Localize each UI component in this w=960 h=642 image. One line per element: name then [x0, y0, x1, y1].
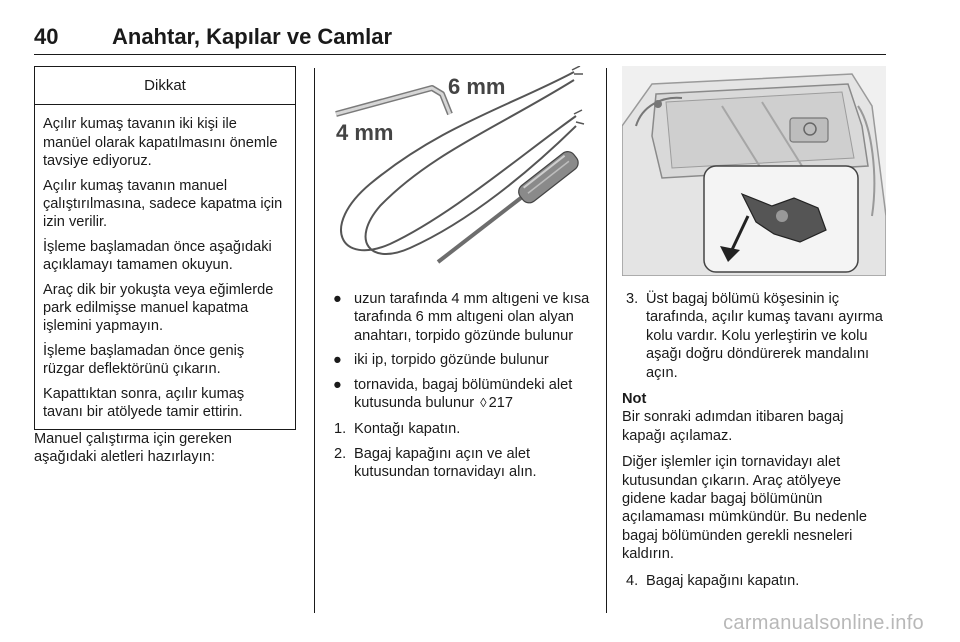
note-block: [622, 390, 888, 564]
step-text: Bagaj kapağını kapatın.: [646, 572, 800, 589]
step-text: Üst bagaj bölümü köşesinin iç tarafında, açılır kumaş tavanı ayırma kolu vardır. Kolu yerleştirin ve kolu aşağı doğru döndürerek mandalını açın.: [646, 291, 883, 381]
caution-paragraph: İşleme başlamadan önce geniş rüzgar deflektörünü çıkarın.: [43, 342, 245, 378]
bullet-icon: ●: [333, 291, 342, 307]
caution-paragraph: Açılır kumaş tavanın iki kişi ile manüel olarak kapatılmasını önemle tavsiye ediyoruz.: [43, 116, 278, 170]
page-number: 40: [34, 24, 59, 49]
note-title: Not: [622, 391, 647, 408]
step-text: Kontağı kapatın.: [354, 421, 461, 438]
list-item-text: iki ip, torpido gözünde bulunur: [354, 352, 549, 369]
bullet-icon: ●: [333, 376, 342, 393]
caution-title: Dikkat: [35, 67, 295, 105]
caution-body: [35, 105, 295, 428]
watermark: carmanualsonline.info: [723, 612, 924, 634]
list-item: [330, 290, 594, 345]
caution-paragraph: İşleme başlamadan önce aşağıdaki açıklamayı tamamen okuyun.: [43, 238, 272, 274]
column-divider-1: [314, 68, 315, 613]
step-item: [330, 420, 594, 438]
note-paragraph: Diğer işlemler için tornavidayı alet kutusundan çıkarın. Araç atölyeye gidene kadar bagaj bölümünün açılamaması mümkündür. Bu nedenle bagaj bölümünden gerekli nesneleri kaldırın.: [622, 454, 867, 563]
step-number: 3.: [626, 291, 639, 307]
list-item-text: uzun tarafında 4 mm altıgeni ve kısa tarafında 6 mm altıgeni olan alyan anahtarı, torpido gözünde bulunur: [354, 291, 590, 344]
step-item: [622, 290, 888, 382]
tools-list: [330, 290, 594, 412]
caution-box: [34, 66, 296, 430]
label-6mm: 6 mm: [448, 74, 506, 99]
column-1: [34, 66, 298, 474]
tools-illustration: [330, 66, 595, 276]
list-item: [330, 376, 594, 413]
caution-paragraph: Kapattıktan sonra, açılır kumaş tavanı bir atölyede tamir ettirin.: [43, 385, 245, 421]
tools-drawing: [330, 66, 595, 276]
trunk-drawing: [622, 66, 886, 276]
step-text: Bagaj kapağını açın ve alet kutusundan tornavidayı alın.: [354, 445, 537, 481]
page-reference-link[interactable]: 217: [488, 395, 513, 412]
page-header: [34, 24, 886, 55]
column-3: [622, 66, 888, 596]
chapter-title: Anahtar, Kapılar ve Camlar: [112, 24, 393, 49]
step-item: [330, 445, 594, 482]
caution-paragraph: Araç dik bir yokuşta veya eğimlerde park edilmişse manuel kapatma işlemini yapmayın.: [43, 281, 274, 335]
step-number: 2.: [334, 445, 347, 462]
note-paragraph: Bir sonraki adımdan itibaren bagaj kapağı açılamaz.: [622, 409, 844, 444]
steps-list: [622, 572, 888, 590]
column-divider-2: [606, 68, 607, 613]
tools-intro: Manuel çalıştırma için gereken aşağıdaki aletleri hazırlayın:: [34, 430, 232, 465]
steps-list: [622, 290, 888, 382]
bullet-icon: ●: [333, 352, 342, 369]
screwdriver-icon: [438, 194, 526, 262]
list-item-text: tornavida, bagaj bölümündeki alet kutusunda bulunur: [354, 376, 573, 412]
steps-list: [330, 420, 594, 481]
label-4mm: 4 mm: [336, 120, 394, 145]
trunk-illustration: [622, 66, 887, 276]
step-number: 1.: [334, 421, 347, 438]
step-item: [622, 572, 888, 590]
column-2: [330, 66, 594, 488]
page-reference-icon: ◊: [480, 395, 487, 411]
list-item: [330, 351, 594, 369]
caution-paragraph: Açılır kumaş tavanın manuel çalıştırılmasına, sadece kapatma için izin verilir.: [43, 177, 283, 231]
step-number: 4.: [626, 572, 639, 589]
